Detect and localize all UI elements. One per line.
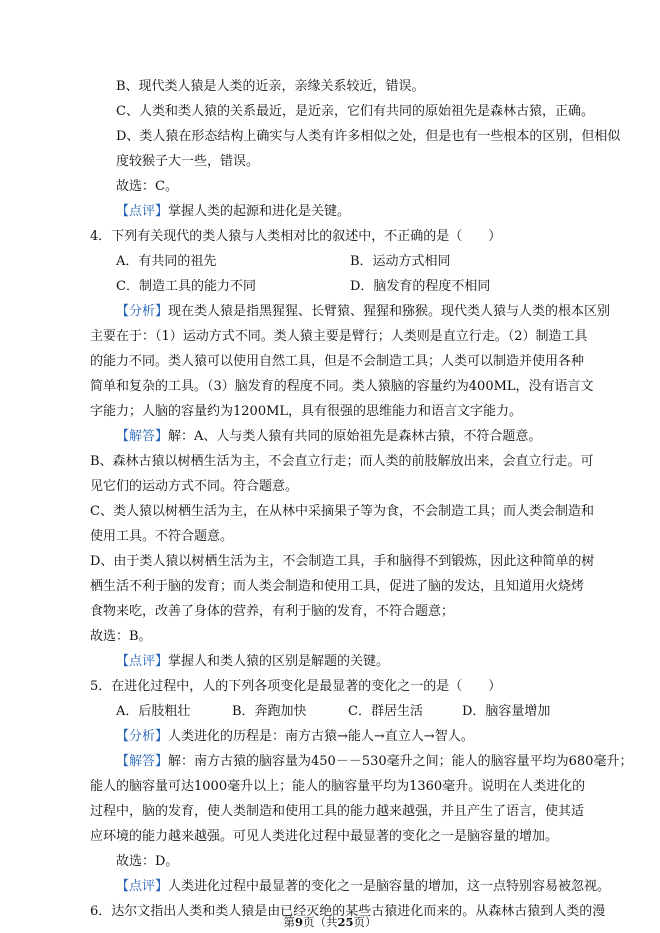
- option-c: C．群居生活: [348, 704, 423, 719]
- option-b: B．奔跑加快: [232, 704, 307, 719]
- text-line: D、类人猿在形态结构上确实与人类有许多相似之处，但是也有一些根本的区别，但相似: [116, 129, 621, 144]
- text-line: 见它们的运动方式不同。符合题意。: [90, 479, 299, 494]
- option-a: A．有共同的祖先: [116, 254, 217, 269]
- analysis-text: 人类进化的历程是：南方古猿→能人→直立人→智人。: [168, 729, 474, 744]
- option-d: D．脑发育的程度不相同: [350, 279, 491, 294]
- answer-line: [116, 428, 541, 446]
- text-line: 主要在于：（1）运动方式不同。类人猿主要是臂行；人类则是直立行走。（2）制造工具: [90, 329, 588, 344]
- text-line: 栖生活不利于脑的发育；而人类会制造和使用工具，促进了脑的发达，且知道用火烧烤: [90, 579, 585, 594]
- option-c: C．制造工具的能力不同: [116, 279, 256, 294]
- text-line: 度较猴子大一些，错误。: [116, 154, 260, 169]
- footer-prefix: 第: [283, 915, 295, 929]
- text-line: 的能力不同。类人猿可以使用自然工具，但是不会制造工具；人类可以制造并使用各种: [90, 354, 585, 369]
- page-number: 9: [294, 915, 303, 929]
- analysis-line: [116, 728, 474, 746]
- text-line: 故选：B。: [90, 629, 152, 644]
- footer-suffix: 页）: [353, 915, 377, 929]
- text-line: C、类人猿以树栖生活为主，在从林中采摘果子等为食，不会制造工具；而人类会制造和: [90, 504, 594, 519]
- text-line: 使用工具。不符合题意。: [90, 529, 234, 544]
- analysis-tag: 【分析】: [116, 304, 169, 319]
- option-a: A．后肢粗壮: [116, 704, 191, 719]
- comment-text: 人类进化过程中最显著的变化之一是脑容量的增加，这一点特别容易被忽视。: [168, 879, 611, 894]
- comment-text: 掌握人和类人猿的区别是解题的关键。: [168, 654, 390, 669]
- answer-tag: 【解答】: [116, 754, 169, 769]
- comment-line: [116, 203, 350, 221]
- analysis-line: [116, 303, 610, 321]
- comment-line: [116, 878, 610, 896]
- question-4-options-row-2: [0, 278, 660, 296]
- text-line: 故选：D。: [116, 854, 179, 869]
- question-4-options-row-1: [0, 253, 660, 271]
- text-line: 能人的脑容量可达1000毫升以上；能人的脑容量平均为1360毫升。说明在人类进化的: [90, 779, 586, 794]
- answer-text: 解：A、人与类人猿有共同的原始祖先是森林古猿，不符合题意。: [168, 429, 542, 444]
- comment-text: 掌握人类的起源和进化是关键。: [168, 204, 351, 219]
- answer-tag: 【解答】: [116, 429, 169, 444]
- text-line: C、人类和类人猿的关系最近，是近亲，它们有共同的原始祖先是森林古猿，正确。: [116, 104, 594, 119]
- text-line: 过程中，脑的发育，使人类制造和使用工具的能力越来越强，并且产生了语言，使其适: [90, 804, 585, 819]
- text-line: B、森林古猿以树栖生活为主，不会直立行走；而人类的前肢解放出来，会直立行走。可: [90, 454, 594, 469]
- question-5-options-row: [0, 703, 660, 721]
- footer-middle: 页（共: [303, 915, 338, 929]
- answer-line: [116, 753, 632, 771]
- text-line: D、由于类人猿以树栖生活为主，不会制造工具，手和脑得不到锻炼，因此这种简单的树: [90, 554, 595, 569]
- comment-tag: 【点评】: [116, 879, 169, 894]
- text-line: 字能力；人脑的容量约为1200ML，具有很强的思维能力和语言文字能力。: [90, 404, 523, 419]
- comment-tag: 【点评】: [116, 204, 169, 219]
- text-line: 应环境的能力越来越强。可见人类进化过程中最显著的变化之一是脑容量的增加。: [90, 829, 559, 844]
- text-line: 故选：C。: [116, 179, 178, 194]
- question-4-stem: 4．下列有关现代的类人猿与人类相对比的叙述中，不正确的是（ ）: [90, 229, 502, 244]
- question-5-stem: 5．在进化过程中，人的下列各项变化是最显著的变化之一的是（ ）: [90, 679, 502, 694]
- text-line: B、现代类人猿是人类的近亲，亲缘关系较近，错误。: [116, 79, 425, 94]
- analysis-text: 现在类人猿是指黑猩猩、长臂猿、猩猩和猕猴。现代类人猿与人类的根本区别: [168, 304, 611, 319]
- answer-text: 解：南方古猿的脑容量为450－－530毫升之间；能人的脑容量平均为680毫升；: [168, 754, 633, 769]
- option-d: D．脑容量增加: [462, 704, 551, 719]
- comment-tag: 【点评】: [116, 654, 169, 669]
- analysis-tag: 【分析】: [116, 729, 169, 744]
- text-line: 食物来吃，改善了身体的营养，有利于脑的发育，不符合题意；: [90, 604, 455, 619]
- question-6-stem: 6．达尔文指出人类和类人猿是由已经灭绝的某些古猿进化而来的。从森林古猿到人类的漫: [90, 904, 606, 919]
- page-footer: [0, 914, 660, 930]
- option-b: B．运动方式相同: [350, 254, 451, 269]
- text-line: 简单和复杂的工具。（3）脑发育的程度不同。类人猿脑的容量约为400ML，没有语言文: [90, 379, 594, 394]
- comment-line: [116, 653, 389, 671]
- total-pages: 25: [337, 915, 354, 929]
